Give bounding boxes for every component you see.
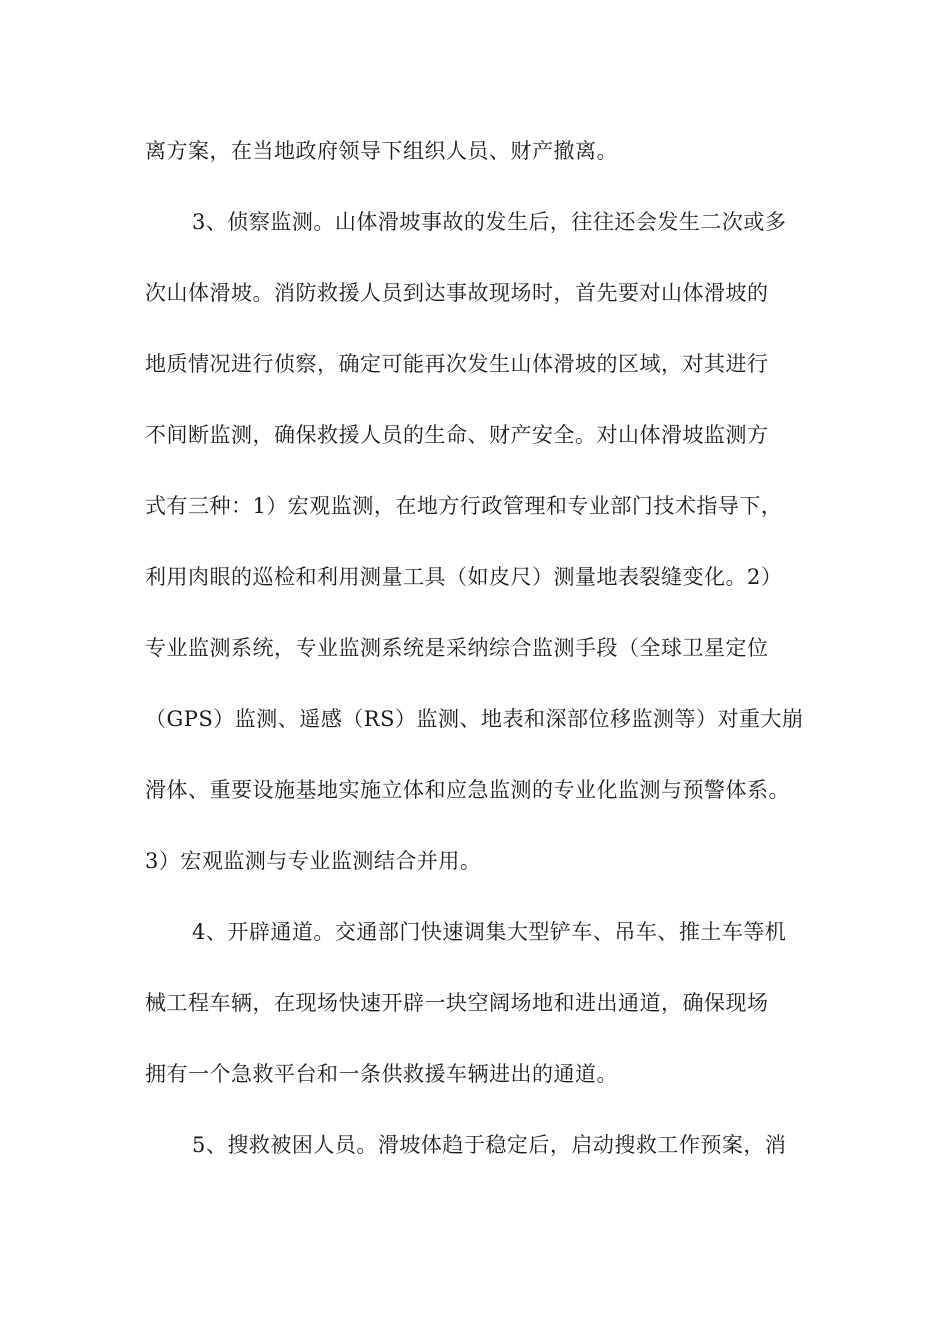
text-line: 式有三种：1）宏观监测，在地方行政管理和专业部门技术指导下，	[145, 494, 783, 518]
text-line: 利用肉眼的巡检和利用测量工具（如皮尺）测量地表裂缝变化。2）	[145, 565, 783, 589]
text-line: 械工程车辆，在现场快速开辟一块空阔场地和进出通道，确保现场	[145, 991, 769, 1015]
text-line: 滑体、重要设施基地实施立体和应急监测的专业化监测与预警体系。	[145, 778, 790, 802]
paragraph-3-start: 3、侦察监测。山体滑坡事故的发生后，往往还会发生二次或多	[192, 210, 787, 234]
text-line: 3）宏观监测与专业监测结合并用。	[145, 849, 482, 873]
text-line: 地质情况进行侦察，确定可能再次发生山体滑坡的区域，对其进行	[145, 352, 769, 376]
paragraph-5-start: 5、搜救被困人员。滑坡体趋于稳定后，启动搜救工作预案，消	[192, 1133, 787, 1157]
paragraph-4-start: 4、开辟通道。交通部门快速调集大型铲车、吊车、推土车等机	[192, 920, 787, 944]
text-line: 专业监测系统，专业监测系统是采纳综合监测手段（全球卫星定位	[145, 636, 769, 660]
text-line: （GPS）监测、遥感（RS）监测、地表和深部位移监测等）对重大崩	[145, 707, 804, 731]
text-line: 离方案，在当地政府领导下组织人员、财产撤离。	[145, 139, 618, 163]
text-line: 拥有一个急救平台和一条供救援车辆进出的通道。	[145, 1062, 618, 1086]
text-line: 不间断监测，确保救援人员的生命、财产安全。对山体滑坡监测方	[145, 423, 769, 447]
text-line: 次山体滑坡。消防救援人员到达事故现场时，首先要对山体滑坡的	[145, 281, 769, 305]
